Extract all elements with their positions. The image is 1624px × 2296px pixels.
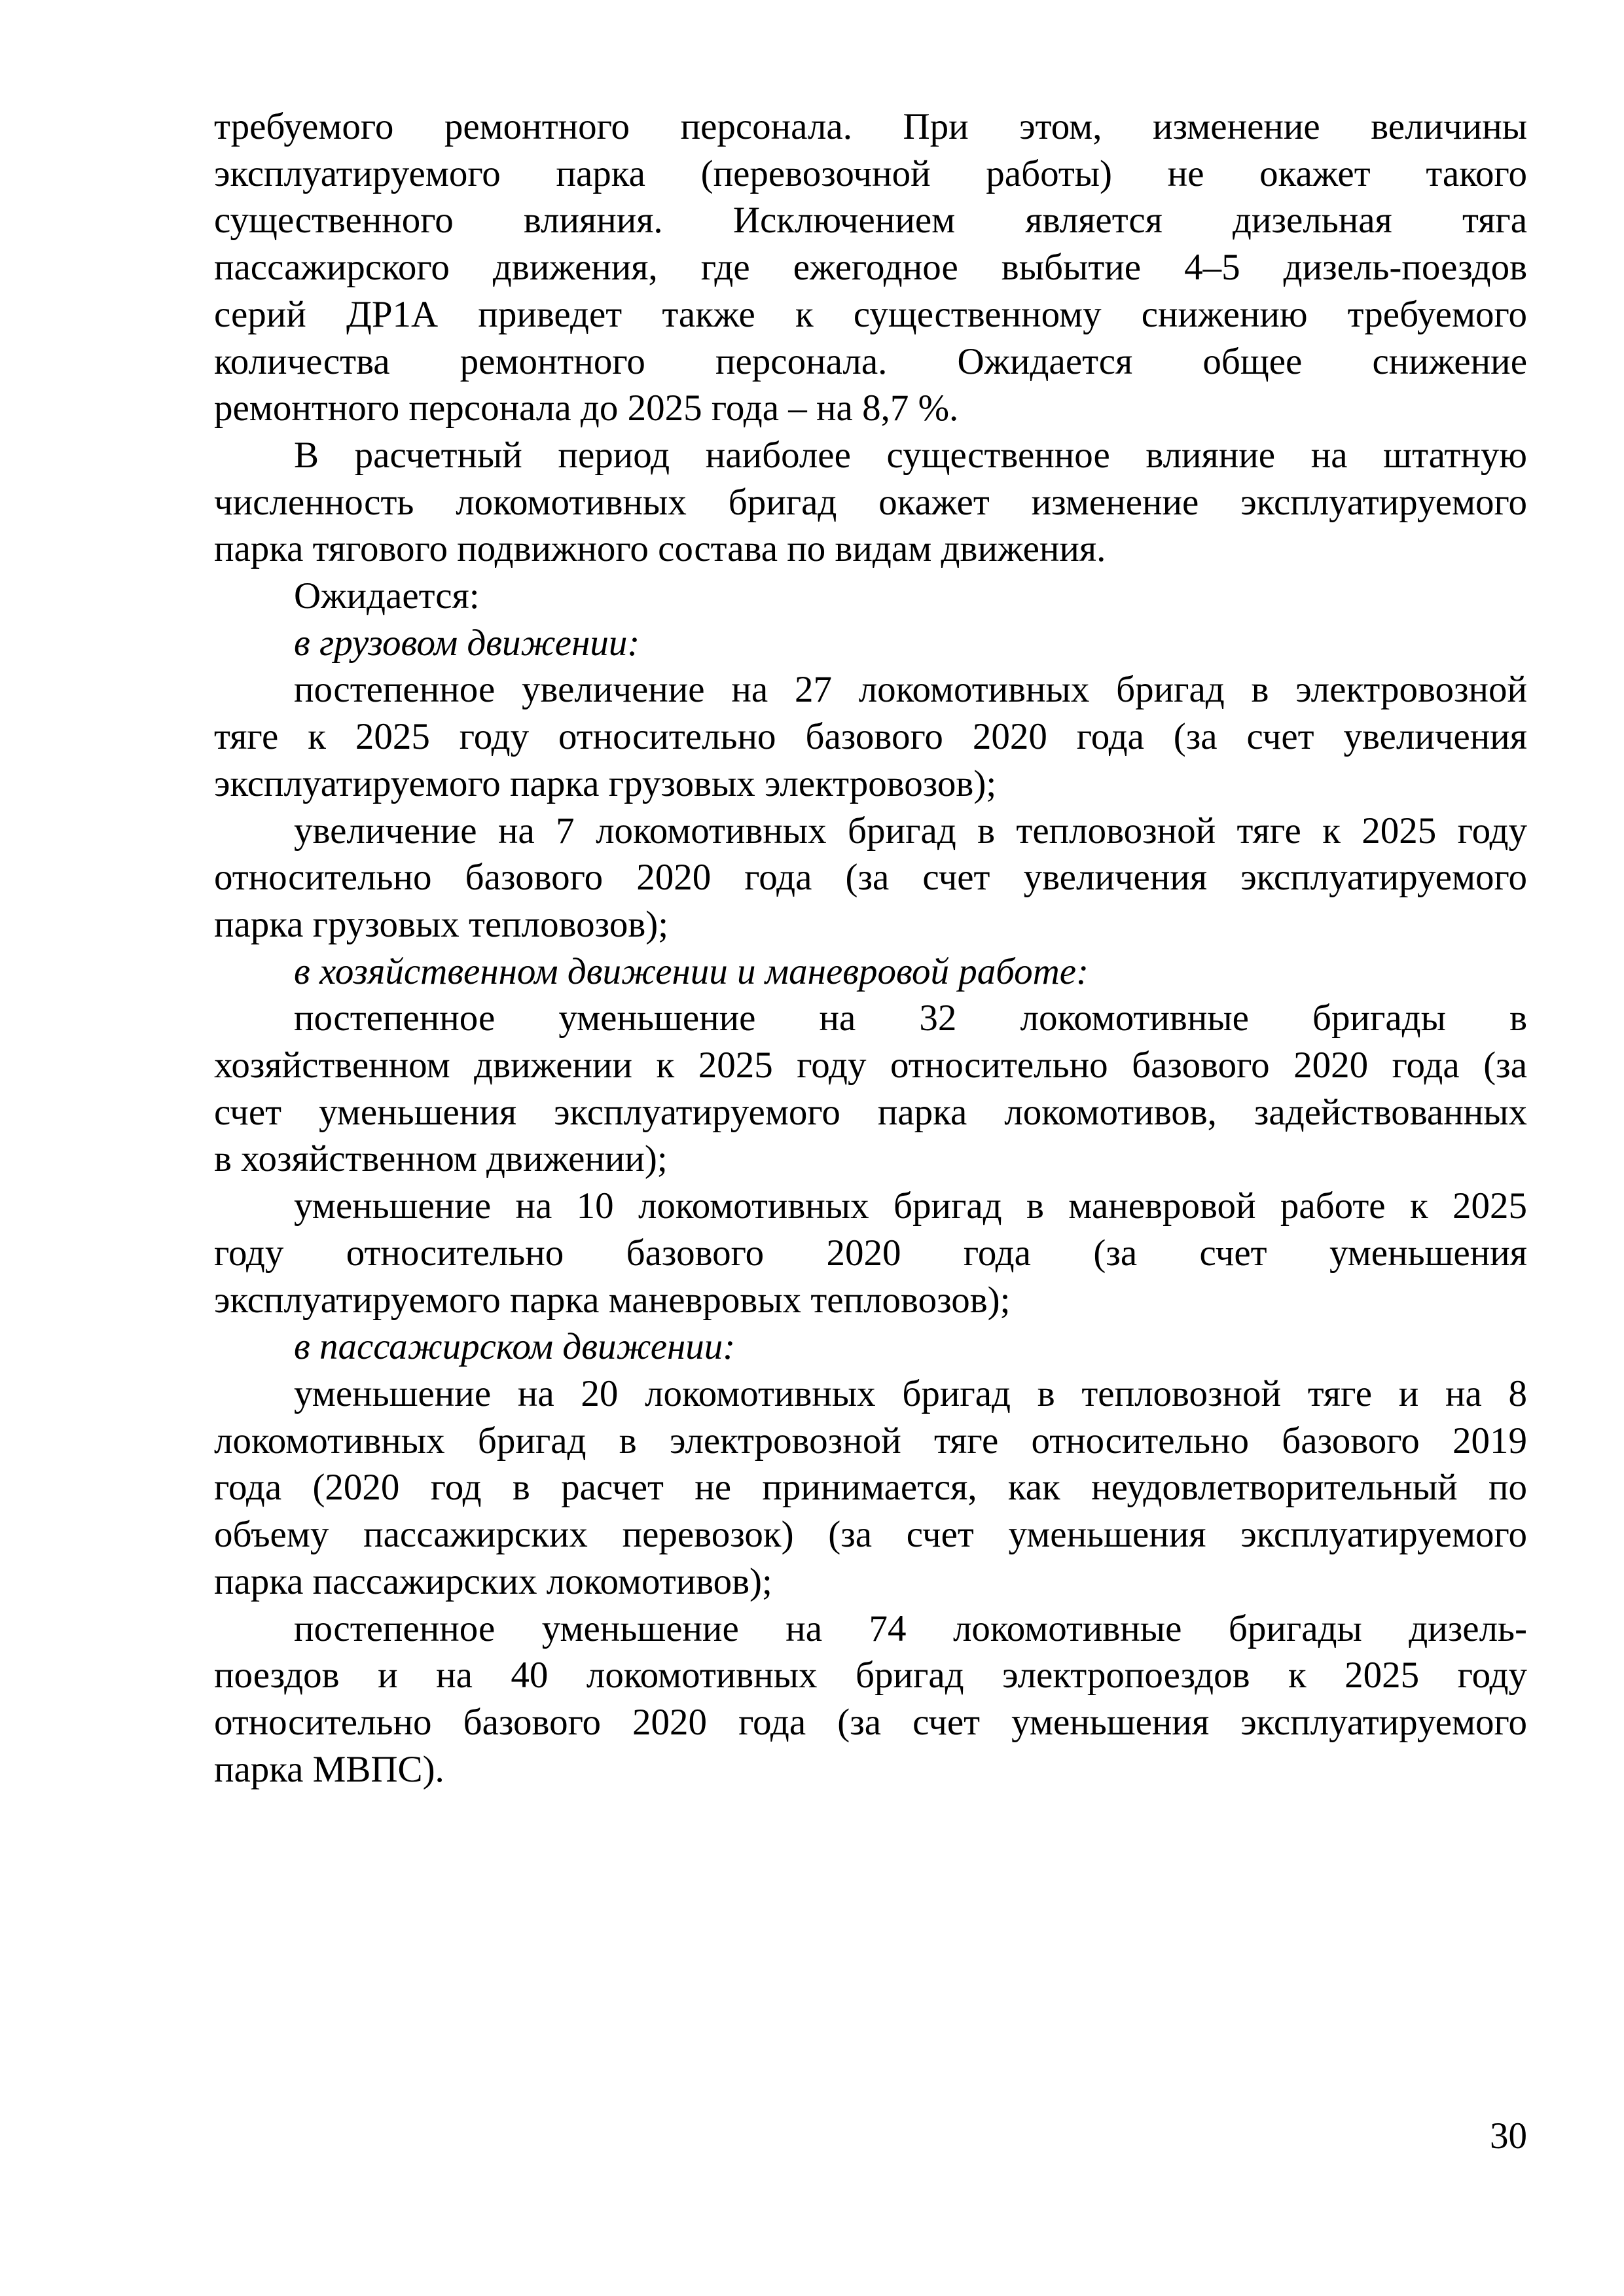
text-line: года (2020 год в расчет не принимается, как неудовлетворительный по <box>214 1467 1527 1509</box>
text-line: ремонтного персонала до 2025 года – на 8,7 %. <box>214 387 959 429</box>
text-line: в хозяйственном движении и маневровой работе: <box>294 950 1089 992</box>
text-line: эксплуатируемого парка маневровых тепловозов); <box>214 1279 1011 1321</box>
paragraph <box>214 948 1527 996</box>
text-line: хозяйственном движении к 2025 году относительно базового 2020 года (за <box>214 1045 1527 1086</box>
text-line: уменьшение на 20 локомотивных бригад в тепловозной тяге и на 8 <box>294 1372 1527 1414</box>
text-line: парка грузовых тепловозов); <box>214 903 669 945</box>
text-line: увеличение на 7 локомотивных бригад в тепловозной тяге к 2025 году <box>294 810 1527 852</box>
text-line: количества ремонтного персонала. Ожидается общее снижение <box>214 340 1527 382</box>
text-line: эксплуатируемого парка (перевозочной работы) не окажет такого <box>214 152 1527 194</box>
text-line: объему пассажирских перевозок) (за счет уменьшения эксплуатируемого <box>214 1514 1527 1556</box>
paragraph <box>214 573 1527 620</box>
text-line: относительно базового 2020 года (за счет уменьшения эксплуатируемого <box>214 1701 1527 1743</box>
text-line: году относительно базового 2020 года (за счет уменьшения <box>214 1232 1527 1274</box>
text-line: счет уменьшения эксплуатируемого парка локомотивов, задействованных <box>214 1091 1527 1133</box>
paragraph <box>214 666 1527 807</box>
paragraph <box>214 1323 1527 1371</box>
text-line: требуемого ремонтного персонала. При этом, изменение величины <box>214 106 1527 147</box>
paragraph <box>214 620 1527 667</box>
text-line: локомотивных бригад в электровозной тяге относительно базового 2019 <box>214 1420 1527 1462</box>
text-line: тяге к 2025 году относительно базового 2020 года (за счет увеличения <box>214 716 1527 758</box>
text-line: эксплуатируемого парка грузовых электровозов); <box>214 762 997 804</box>
paragraph <box>214 808 1527 948</box>
page-number: 30 <box>1490 2115 1527 2157</box>
text-line: поездов и на 40 локомотивных бригад электропоездов к 2025 году <box>214 1655 1527 1696</box>
paragraph <box>214 995 1527 1183</box>
text-line: постепенное уменьшение на 32 локомотивные бригады в <box>294 997 1527 1039</box>
paragraph <box>214 1371 1527 1605</box>
paragraph <box>214 103 1527 432</box>
text-line: серий ДР1А приведет также к существенному снижению требуемого <box>214 293 1527 335</box>
text-line: существенного влияния. Исключением является дизельная тяга <box>214 200 1527 242</box>
text-line: относительно базового 2020 года (за счет увеличения эксплуатируемого <box>214 857 1527 899</box>
text-line: парка тягового подвижного состава по видам движения. <box>214 528 1106 570</box>
text-line: парка МВПС). <box>214 1748 444 1790</box>
text-line: в хозяйственном движении); <box>214 1138 668 1180</box>
text-block <box>214 103 1527 1793</box>
text-line: в грузовом движении: <box>294 622 640 664</box>
text-line: Ожидается: <box>294 575 480 617</box>
paragraph <box>214 1605 1527 1793</box>
paragraph <box>214 1183 1527 1323</box>
text-line: постепенное уменьшение на 74 локомотивные бригады дизель- <box>294 1607 1527 1649</box>
text-line: в пассажирском движении: <box>294 1326 736 1368</box>
text-line: В расчетный период наиболее существенное влияние на штатную <box>294 434 1527 476</box>
text-line: парка пассажирских локомотивов); <box>214 1560 772 1602</box>
paragraph <box>214 432 1527 573</box>
text-line: постепенное увеличение на 27 локомотивных бригад в электровозной <box>294 669 1527 711</box>
text-line: численность локомотивных бригад окажет изменение эксплуатируемого <box>214 481 1527 523</box>
text-line: уменьшение на 10 локомотивных бригад в маневровой работе к 2025 <box>294 1185 1527 1227</box>
text-line: пассажирского движения, где ежегодное выбытие 4–5 дизель-поездов <box>214 247 1527 289</box>
